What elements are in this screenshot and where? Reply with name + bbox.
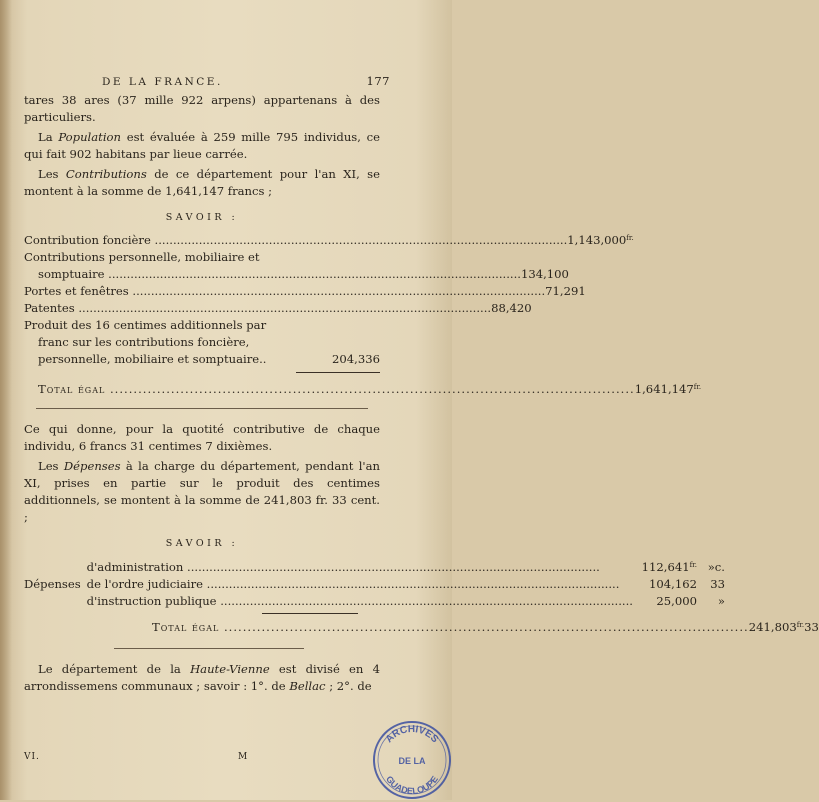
savoir-heading-1: SAVOIR : xyxy=(165,212,239,223)
table-row: de l'ordre judiciaire ..... 104,162 33 xyxy=(87,576,725,593)
total-row: Total égal ..... $1,641,147^{fr.}$ xyxy=(24,381,380,398)
contributions-table xyxy=(24,232,702,398)
paragraph-area: tares 38 ares (37 mille 922 arpens) appartenans à des particuliers. xyxy=(24,93,380,124)
depenses-table xyxy=(24,558,725,610)
paragraph-depenses: Les Dépenses à la charge du département, pendant l'an XI, prises en partie sur le produit des centimes additionnels, se montent à la somme de 241,803 fr. 33 cent. ; xyxy=(24,459,380,524)
gathering-mark: M xyxy=(238,752,249,762)
archives-stamp xyxy=(370,718,454,802)
paragraph-contributions: Les Contributions de ce département pour l'an XI, se montent à la somme de 1,641,147 francs ; xyxy=(24,167,380,198)
table-row: Patentes ..... 88,420 xyxy=(24,300,380,317)
signature-mark: VI. xyxy=(24,752,40,762)
savoir-heading-2: SAVOIR : xyxy=(165,538,239,549)
table-row: personnelle, mobiliaire et somptuaire.. 204,336 xyxy=(38,352,380,366)
section-divider xyxy=(36,408,368,409)
depenses-label: Dépenses xyxy=(24,576,81,591)
paragraph-population: La Population est évaluée à 259 mille 795 individus, ce qui fait 902 habitans par lieue carrée. xyxy=(24,130,381,161)
table-row: Contribution foncière ..... $1,143,000^{fr.}$ xyxy=(24,232,380,249)
page-number: 177 xyxy=(366,74,390,88)
table-row: Contributions personnelle, mobiliaire et xyxy=(24,250,260,264)
paragraph-quotite: Ce qui donne, pour la quotité contributive de chaque individu, 6 francs 31 centimes 7 dixièmes. xyxy=(24,422,380,453)
table-row: franc sur les contributions foncière, xyxy=(38,335,250,349)
running-header xyxy=(24,74,390,92)
header-title: DE LA FRANCE. xyxy=(102,76,223,88)
table-row: d'administration ..... $112,641^{fr.}$ »c. xyxy=(87,559,725,576)
table-row: d'instruction publique ..... 25,000 » xyxy=(87,593,725,610)
total-row: Total égal ..... $241,803^{fr.}$ 33 xyxy=(24,619,380,636)
section-divider xyxy=(114,648,304,649)
sum-rule xyxy=(262,613,358,614)
table-row: Produit des 16 centimes additionnels par xyxy=(24,318,267,332)
table-row: somptuaire ..... 134,100 xyxy=(24,266,380,283)
svg-text:DE LA: DE LA xyxy=(398,756,426,766)
table-row: Portes et fenêtres ..... 71,291 xyxy=(24,283,380,300)
paragraph-arrondissements: Le département de la Haute-Vienne est divisé en 4 arrondissemens communaux ; savoir : 1°. de Bellac ; 2°. de xyxy=(24,662,380,693)
page-body xyxy=(24,74,819,695)
sum-rule xyxy=(296,372,380,373)
svg-text:GUADELOUPE: GUADELOUPE xyxy=(384,774,440,797)
svg-text:ARCHIVES: ARCHIVES xyxy=(383,723,441,746)
